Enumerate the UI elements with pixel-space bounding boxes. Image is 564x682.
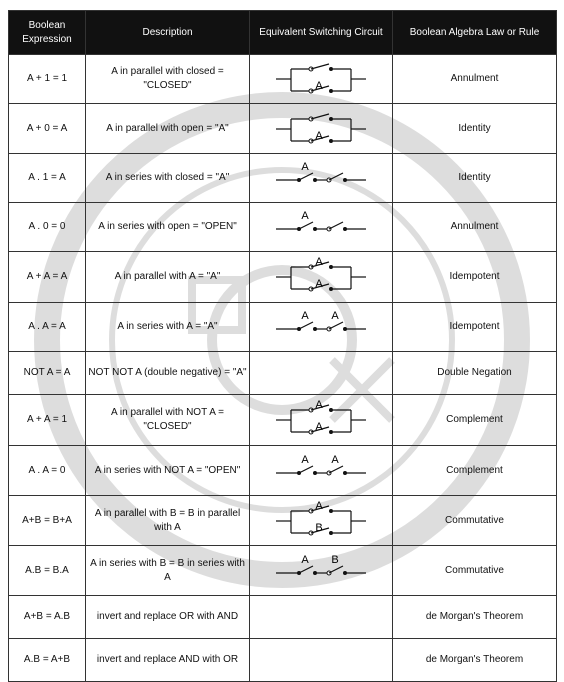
table-row	[9, 154, 557, 203]
switch-label-2: B	[331, 553, 339, 566]
switch-label-top: A	[315, 400, 323, 411]
switch-label-1: A	[301, 310, 309, 322]
description-cell: NOT NOT A (double negative) = "A"	[86, 352, 250, 395]
switch-label-1: A	[301, 210, 309, 222]
expression-cell: A + 1 = 1	[9, 55, 86, 104]
law-cell: Complement	[393, 446, 557, 496]
expression-cell: A . 1 = A	[9, 154, 86, 203]
switching-circuit-icon	[271, 400, 371, 440]
circuit-cell	[250, 55, 393, 104]
law-cell: Idempotent	[393, 252, 557, 303]
expression-cell: A+B = B+A	[9, 496, 86, 546]
law-cell: Complement	[393, 395, 557, 446]
boolean-laws-table	[8, 10, 557, 682]
table-row	[9, 303, 557, 352]
circuit-cell	[250, 496, 393, 546]
switching-circuit-icon	[271, 257, 371, 297]
switch-label-bottom: A	[315, 421, 323, 433]
description-cell: invert and replace OR with AND	[86, 596, 250, 639]
circuit-cell	[250, 104, 393, 154]
table-row	[9, 352, 557, 395]
expression-cell: A + 0 = A	[9, 104, 86, 154]
table-header-row	[9, 11, 557, 55]
table-body	[9, 55, 557, 682]
switch-label-bottom: A	[315, 129, 323, 142]
table-row	[9, 395, 557, 446]
circuit-cell	[250, 596, 393, 639]
table-row	[9, 639, 557, 682]
expression-cell: NOT A = A	[9, 352, 86, 395]
description-cell: invert and replace AND with OR	[86, 639, 250, 682]
law-cell: Double Negation	[393, 352, 557, 395]
expression-cell: A.B = A+B	[9, 639, 86, 682]
switching-circuit-icon	[271, 109, 371, 149]
description-cell: A in parallel with A = "A"	[86, 252, 250, 303]
switch-label-1: A	[301, 553, 309, 566]
law-cell: Identity	[393, 154, 557, 203]
table-row	[9, 55, 557, 104]
description-cell: A in parallel with B = B in parallel with A	[86, 496, 250, 546]
circuit-cell	[250, 154, 393, 203]
switch-label-top: A	[315, 257, 323, 268]
description-cell: A in series with open = "OPEN"	[86, 203, 250, 252]
switching-circuit-icon	[271, 551, 371, 591]
table-row	[9, 252, 557, 303]
switching-circuit-icon	[271, 207, 371, 247]
expression-cell: A . A = 0	[9, 446, 86, 496]
switch-label-1: A	[301, 161, 309, 173]
law-cell: de Morgan's Theorem	[393, 596, 557, 639]
switch-label-top: A	[315, 500, 323, 512]
header-expression: Boolean Expression	[9, 11, 86, 55]
description-cell: A in parallel with NOT A = "CLOSED"	[86, 395, 250, 446]
expression-cell: A . 0 = 0	[9, 203, 86, 252]
switch-label-bottom: A	[315, 80, 323, 92]
description-cell: A in parallel with closed = "CLOSED"	[86, 55, 250, 104]
header-description: Description	[86, 11, 250, 55]
expression-cell: A . A = A	[9, 303, 86, 352]
switching-circuit-icon	[271, 158, 371, 198]
table-row	[9, 546, 557, 596]
law-cell: Commutative	[393, 546, 557, 596]
description-cell: A in series with NOT A = "OPEN"	[86, 446, 250, 496]
switching-circuit-icon	[271, 307, 371, 347]
table-row	[9, 203, 557, 252]
circuit-cell	[250, 546, 393, 596]
description-cell: A in series with A = "A"	[86, 303, 250, 352]
law-cell: de Morgan's Theorem	[393, 639, 557, 682]
switch-label-bottom: B	[315, 521, 323, 534]
expression-cell: A.B = B.A	[9, 546, 86, 596]
table-row	[9, 596, 557, 639]
circuit-cell	[250, 203, 393, 252]
expression-cell: A+B = A.B	[9, 596, 86, 639]
circuit-cell	[250, 639, 393, 682]
switching-circuit-icon	[271, 451, 371, 491]
switching-circuit-icon	[271, 59, 371, 99]
switch-label-2: A	[331, 453, 339, 466]
expression-cell: A + A = A	[9, 252, 86, 303]
table-row	[9, 104, 557, 154]
header-circuit: Equivalent Switching Circuit	[250, 11, 393, 55]
expression-cell: A + A = 1	[9, 395, 86, 446]
description-cell: A in parallel with open = "A"	[86, 104, 250, 154]
circuit-cell	[250, 303, 393, 352]
law-cell: Idempotent	[393, 303, 557, 352]
description-cell: A in series with closed = "A"	[86, 154, 250, 203]
law-cell: Annulment	[393, 55, 557, 104]
table-row	[9, 496, 557, 546]
law-cell: Commutative	[393, 496, 557, 546]
circuit-cell	[250, 446, 393, 496]
switch-label-2: A	[331, 310, 339, 322]
law-cell: Annulment	[393, 203, 557, 252]
switch-label-1: A	[301, 453, 309, 466]
circuit-cell	[250, 395, 393, 446]
circuit-cell	[250, 252, 393, 303]
law-cell: Identity	[393, 104, 557, 154]
circuit-cell	[250, 352, 393, 395]
switch-label-bottom: A	[315, 278, 323, 290]
switching-circuit-icon	[271, 501, 371, 541]
header-law: Boolean Algebra Law or Rule	[393, 11, 557, 55]
table-row	[9, 446, 557, 496]
description-cell: A in series with B = B in series with A	[86, 546, 250, 596]
